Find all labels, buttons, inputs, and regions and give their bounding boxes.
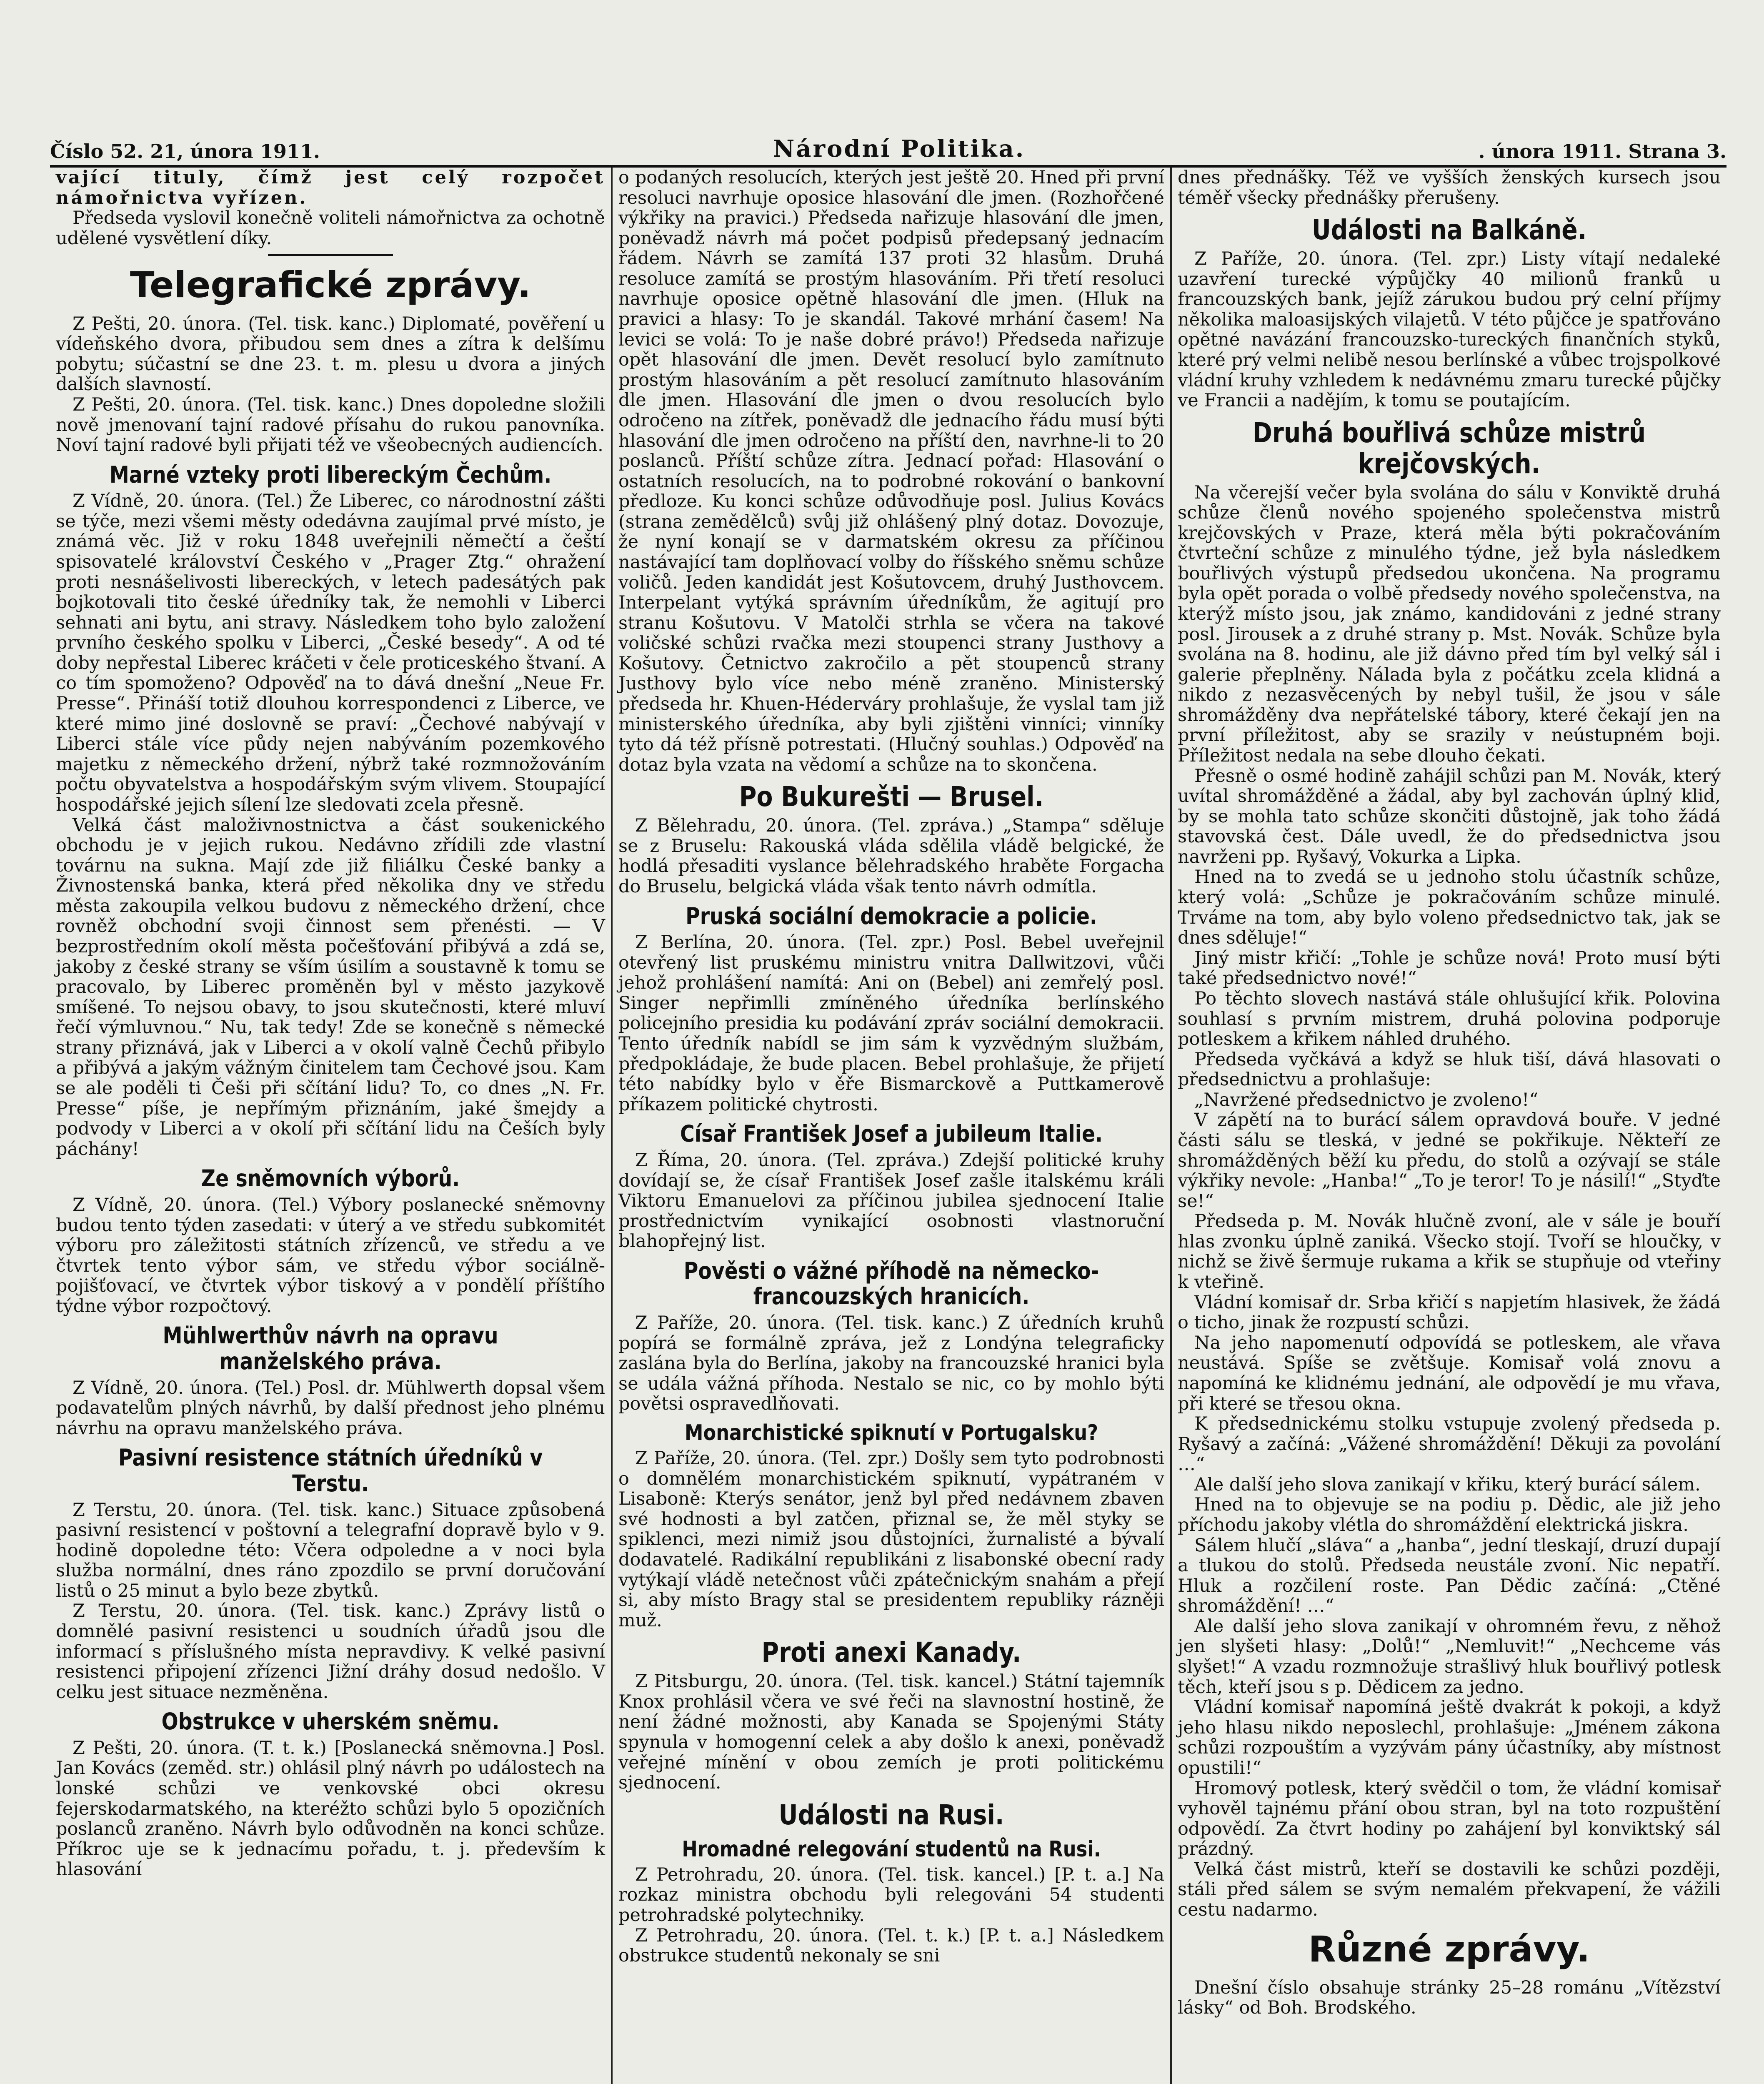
article-paragraph: Z Pitsburgu, 20. února. (Tel. tisk. kancel.) Státní tajemník Knox prohlásil včera ve své řeči na slavnostní hostině, že není žádné možnosti, aby Kanada se Spojenými Státy spynula v homogenní celek a aby došlo k anexi, poněvadž veřejné mínění v obou zemích je proti politickému sjednocení. [618, 1671, 1164, 1793]
article-paragraph: Velká část maloživnostnictva a část soukenického obchodu je v jejich rukou. Nedávno zřídili zde vlastní továrnu na sukna. Mají zde již filiálku České banky a Živnostenská banka, která před několika dny ve středu města zakoupila velkou budovu z německého držení, chce rovněž obchodní svoji činnost sem přenésti. — V bezprostředním okolí města počešťování přibývá a zdá se, jakoby z české strany se vším úsilím a soustavně k tomu se pracovalo, by Liberec proměněn byl v město jazykově smíšené. To nejsou obavy, to jsou skutečnosti, které mluví řečí výmluvnou.“ Nu, tak tedy! Zde se konečně s německé strany přiznává, jak v Liberci a v okolí valně Čechů přibylo a přibývá a jakým vážným činitelem tam Čechové jsou. Kam se ale poděli ti Češi při sčítání lidu? To, co dnes „N. Fr. Presse“ píše, je nepřímým přiznáním, jaké šmejdy a podvody v Liberci a v okolí při sčítání lidu na Češích byly páchány! [56, 814, 605, 1160]
article-paragraph: Z Petrohradu, 20. února. (Tel. t. k.) [P. t. a.] Následkem obstrukce studentů nekonaly se sni [618, 1925, 1164, 1966]
article-paragraph: Z Paříže, 20. února. (Tel. tisk. kanc.) Z úředních kruhů popírá se formálně zpráva, jež z Londýna telegraficky zaslána byla do Berlína, jakoby na francouzské hranici byla se udála vážná příhoda. Nestalo se nic, co by mohlo býti povětsi ospravedlňovati. [618, 1313, 1164, 1415]
article-headline: Mühlwerthův návrh na opravu manželského práva. [163, 1322, 498, 1375]
article-paragraph: Vládní komisař dr. Srba křičí s napjetím hlasivek, že žádá o ticho, jinak že rozpustí schůzi. [1178, 1292, 1721, 1333]
article-paragraph: Z Paříže, 20. února. (Tel. zpr.) Listy vítají nedaleké uzavření turecké výpůjčky 40 milionů franků u francouzských bank, jejíž zárukou budou prý celní příjmy několika maloasijských vilajetů. V této půjčce je spatřováno opětné navázání francouzsko-tureckých finančních styků, které prý velmi nelibě nesou berlínské a vůbec trojspolkové vládní kruhy vzhledem k nedávnému zmaru turecké půjčky ve Francii a nadějím, k tomu se poutajícím. [1178, 248, 1721, 411]
page-header [50, 125, 1726, 168]
article-paragraph: Sálem hlučí „sláva“ a „hanba“, jední tleskají, druzí dupají a tlukou do stolů. Předseda neustále zvoní. Nic nepatří. Hluk a rozčilení roste. Pan Dědic začíná: „Ctěné shromáždění! …“ [1178, 1535, 1721, 1617]
article-paragraph: vající tituly, čímž jest celý rozpočet námořnictva vyřízen. [56, 168, 605, 208]
article-paragraph: Vládní komisař napomíná ještě dvakrát k pokoji, a když jeho hlasu nikdo neposlechl, prohlašuje: „Jménem zákona schůzi rozpouštím a vyzývám pány účastníky, aby místnost opustili!“ [1178, 1697, 1721, 1778]
article-paragraph: Předseda vyslovil konečně voliteli námořnictva za ochotně udělené vysvětlení díky. [56, 208, 605, 249]
column-1 [50, 168, 611, 2084]
article-paragraph: Z Říma, 20. února. (Tel. zpráva.) Zdejší politické kruhy dovídají se, že císař František Josef zašle italskému králi Viktoru Emanuelovi za příčinou jubilea sjednocení Italie prostřednictvím vynikající osobnosti vlastnoruční blahopřejný list. [618, 1150, 1164, 1252]
article-paragraph: Jiný mistr křičí: „Tohle je schůze nová! Proto musí býti také předsednictvo nové!“ [1178, 947, 1721, 989]
article-headline: Pruská sociální demokracie a policie. [686, 902, 1097, 929]
page-number: . února 1911. Strana 3. [1478, 140, 1726, 163]
article-paragraph: Ale další jeho slova zanikají v křiku, který burácí sálem. [1194, 1474, 1701, 1495]
article-headline: Císař František Josef a jubileum Italie. [680, 1120, 1103, 1147]
article-paragraph: Z Pešti, 20. února. (Tel. tisk. kanc.) Dnes dopoledne složili nově jmenovaní tajní radové přísahu do rukou panovníka. Noví tajní radové byli přijati též ve všeobecných audiencích. [56, 394, 605, 456]
article-paragraph: Přesně o osmé hodině zahájil schůzi pan M. Novák, který uvítal shromážděné a žádal, aby byl zachován úplný klid, by se mohla tato schůze skončiti důstojně, jak toho žádá stavovská čest. Dále uvedl, že do předsednictva jsou navrženi pp. Ryšavý, Vokurka a Lipka. [1178, 765, 1721, 867]
article-paragraph: Dnešní číslo obsahuje stránky 25–28 románu „Vítězství lásky“ od Boh. Brodského. [1178, 1977, 1721, 2019]
article-paragraph: Z Bělehradu, 20. února. (Tel. zpráva.) „Stampa“ sděluje se z Bruselu: Rakouská vláda sdělila vládě belgické, že hodlá přesaditi vyslance bělehradského hraběte Forgacha do Bruselu, belgická vláda však tento návrh odmítla. [618, 815, 1164, 897]
column-3 [1172, 168, 1726, 2084]
article-paragraph: Z Pešti, 20. února. (Tel. tisk. kanc.) Diplomaté, pověření u vídeňského dvora, přibudou sem dnes a zítra k delšímu pobytu; súčastní se dne 23. t. m. plesu u dvora a jiných dalších slavností. [56, 313, 605, 395]
article-paragraph: dnes přednášky. Též ve vyšších ženských kursech jsou téměř všecky přednášky přerušeny. [1178, 168, 1721, 208]
article-paragraph: Hned na to zvedá se u jednoho stolu účastník schůze, který volá: „Schůze je pokračováním schůze minulé. Trváme na tom, aby bylo voleno předsednictvo tak, jak se dnes sděluje!“ [1178, 867, 1721, 949]
article-headline: Pověsti o vážné příhodě na německo-francouzských hranicích. [683, 1257, 1099, 1310]
article-headline: Události na Rusi. [778, 1798, 1004, 1831]
article-paragraph: Z Vídně, 20. února. (Tel.) Že Liberec, co národnostní zášti se týče, mezi všemi městy odedávna zaujímal prvé místo, je známá věc. Již v roku 1848 uveřejnili němečtí a čeští spisovatelé království Českého v „Prager Ztg.“ ohražení proti nesnášelivosti libereckých, v letech padesátých pak bojkotovali tito české úředníky tak, že nemohli v Liberci sehnati ani bytu, ani stravy. Následkem toho bylo založení prvního českého spolku v Liberci, „České besedy“. A od té doby nepřestal Liberec kráčeti v čele proticeského štvaní. A co tím spomoženo? Odpověď na to dává dnešní „Neue Fr. Presse“. Přináší totiž dlouhou korrespondenci z Liberce, ve které mimo jiné doslovně se praví: „Čechové nabývají v Liberci stále více půdy nejen nabýváním pozemkového majetku z německého držení, nýbrž také rozmnožováním počtu obyvatelstva a hospodářským svým vlivem. Stoupající hospodářské jejich sílení lze sledovati zcela přesně. [56, 491, 605, 815]
issue-info: Číslo 52. 21, února 1911. [50, 140, 320, 163]
article-paragraph: Z Paříže, 20. února. (Tel. zpr.) Došly sem tyto podrobnosti o domnělém monarchistickém spiknutí, vypátraném v Lisaboně: Kterýs senátor, jenž byl před nedávnem zbaven své hodnosti a byl zatčen, přiznal se, že měl styky se spiklenci, mezi nimiž jsou důstojníci, žurnalisté a bývalí dodavatelé. Radikální republikáni z lisabonské obecní rady vytýkají vládě netečnost vůči zpátečnickým snahám a přejí si, aby místo Bragy stal se presidentem republiky rázněji muž. [618, 1448, 1164, 1631]
column-2 [613, 168, 1170, 2084]
article-paragraph: Hromový potlesk, který svědčil o tom, že vládní komisař vyhověl tajnému přání obou stran, byl na toto rozpuštění odpovědí. Za čtvrt hodiny po zahájení byl konviktský sál prázdný. [1178, 1778, 1721, 1860]
article-paragraph: Po těchto slovech nastává stále ohlušující křik. Polovina souhlasí s prvním mistrem, druhá polovina podporuje potleskem a křikem náhled druhého. [1178, 988, 1721, 1050]
article-headline: Marné vzteky proti libereckým Čechům. [109, 461, 552, 488]
article-headline: Obstrukce v uherském sněmu. [161, 1708, 500, 1735]
section-headline-telegraf: Telegrafické zprávy. [130, 264, 531, 306]
article-paragraph: Předseda vyčkává a když se hluk tiší, dává hlasovati o předsednictvu a prohlašuje: [1178, 1049, 1721, 1090]
article-paragraph: Z Berlína, 20. února. (Tel. zpr.) Posl. Bebel uveřejnil otevřený list pruskému ministru vnitra Dallwitzovi, vůči jehož prohlášení namítá: Ani on (Bebel) ani zemřelý posl. Singer nepřimlli zmíněného úředníka berlínského policejního presidia ku podávání zpráv sociální demokracii. Tento úředník nabídl se jim sám k vyzvědným službám, předpokládaje, že bude placen. Bebel prohlašuje, že přijetí této nabídky bylo v ěře Bismarckově a Puttkamerově příkazem politické chytrosti. [618, 932, 1164, 1115]
masthead-title: Národní Politika. [773, 135, 1026, 163]
article-headline: Pasivní resistence státních úředníků v Terstu. [118, 1444, 543, 1497]
article-paragraph: K předsednickému stolku vstupuje zvolený předseda p. Ryšavý a začíná: „Vážené shromáždění! Děkuji za povolání …“ [1178, 1413, 1721, 1475]
article-paragraph: Z Terstu, 20. února. (Tel. tisk. kanc.) Zprávy listů o domnělé pasivní resistenci u soudních úřadů jsou dle informací s příslušného místa nepravdivy. K velké pasivní resistenci připojení zřízenci Jižní dráhy dosud nedošlo. V celku jest situace nezměněna. [56, 1601, 605, 1703]
article-paragraph: Na jeho napomenutí odpovídá se potleskem, ale vřava neustává. Spíše se zvětšuje. Komisař volá znovu a napomíná ke klidnému jednání, ale odpovědí je mu vřava, při které se třesou okna. [1178, 1332, 1721, 1414]
article-headline: Po Bukurešti — Brusel. [739, 781, 1044, 813]
article-paragraph: o podaných resolucích, kterých jest ještě 20. Hned při první resoluci navrhuje oposice hlasování dle jmen. (Rozhořčené výkřiky na pravici.) Předseda nařizuje hlasování dle jmen, poněvadž návrh má počet podpisů předepsaný jednacím řádem. Návrh se zamítá 137 proti 32 hlasům. Druhá resoluce zamítá se prostým hlasováním. Při třetí resoluci navrhuje oposice opětně hlasování dle jmen. (Hluk na pravici a hlasy: To je skandál. Takové mrhání časem! Na levici se volá: To je naše dobré právo!) Předseda nařizuje opět hlasování dle jmen. Devět resolucí bylo zamítnuto prostým hlasováním a pět resolucí zamítnuto hlasováním dle jmen. Hlasování dle jmen o dvou resolucích bylo odročeno na zítřek, poněvadž dle jednacího řádu musí býti hlasování dle jmen odročeno na příští den, navrhne-li to 20 poslanců. Příští schůze zítra. Jednací pořad: Hlasování o ostatních resolucích, na to podrobné rokování o bankovní předloze. Ku konci schůze odůvodňuje posl. Julius Kovács (strana zemědělců) svůj již ohlášený plný dotaz. Dovozuje, že nyní konají se v darmatském okresu za příčinou nastávající tam doplňovací volby do říšského sněmu schůze voličů. Jeden kandidát jest Košutovcem, druhý Justhovcem. Interpelant vytýká správním úředníkům, že agitují pro stranu Košutovu. V Matolči strhla se včera na takové voličské schůzi rvačka mezi stoupenci strany Justhovy a Košutovy. Četnictvo zakročilo a pět stoupenců strany Justhovy bylo více nebo méně zraněno. Ministerský předseda hr. Khuen-Héderváry prohlašuje, že vyslal tam již ministerského úředníka, aby byli zjištěni vinníci; vinníky tyto dá též přísně potrestati. (Hlučný souhlas.) Odpověď na dotaz byla vzata na vědomí a schůze na to skončena. [618, 168, 1164, 775]
article-paragraph: „Navržené předsednictvo je zvoleno!“ [1194, 1089, 1539, 1110]
article-paragraph: Z Pešti, 20. února. (T. t. k.) [Poslanecká sněmovna.] Posl. Jan Kovács (zeměd. str.) ohlásil plný návrh po událostech na lonské schůzi ve venkovské obci okresu fejerskodarmatského, na kteréžto schůzi bylo 5 opozičních poslanců zraněno. Návrh bylo odůvodněn na konci schůze. Příkroc uje se k jednacímu pořadu, t. j. především k hlasování [56, 1737, 605, 1880]
article-paragraph: Ale další jeho slova zanikají v ohromném řevu, z něhož jen slyšeti hlasy: „Dolů!“ „Nemluvit!“ „Nechceme vás slyšet!“ A vzadu rozmnožuje strašlivý hluk bouřlivý potlesk těch, kteří jsou s p. Dědicem za jedno. [1178, 1616, 1721, 1698]
article-subheadline: Hromadné relegování studentů na Rusi. [682, 1836, 1101, 1862]
article-paragraph: Předseda p. M. Novák hlučně zvoní, ale v sále je bouří hlas zvonku úplně zaniká. Všecko stojí. Tvoří se hloučky, v nichž se živě šermuje rukama a křik se stupňuje od vteřiny k vteřině. [1178, 1211, 1721, 1293]
article-headline: Proti anexi Kanady. [761, 1636, 1021, 1669]
section-headline-ruzne: Různé zprávy. [1308, 1928, 1590, 1970]
article-headline: Monarchistické spiknutí v Portugalsku? [684, 1420, 1098, 1445]
article-paragraph: Z Terstu, 20. února. (Tel. tisk. kanc.) Situace způsobená pasivní resistencí v poštovní a telegrafní dopravě bylo v 9. hodině dopoledne této: Včera odpoledne a v noci byla služba normální, dnes ráno zpozdilo se první doručování listů o 25 minut a bylo beze zbytků. [56, 1499, 605, 1601]
article-paragraph: Na včerejší večer byla svolána do sálu v Konviktě druhá schůze členů nového spojeného společenstva mistrů krejčovských v Praze, která měla býti pokračováním čtvrteční schůze z minulého týdne, jež byla následkem bouřlivých výstupů předsedou ukončena. Na programu byla opět porada o volbě předsedy nového společenstva, na kterýž místo jsou, jak známo, kandidováni z jedné strany posl. Jirousek a z druhé strany p. Mst. Novák. Schůze byla svolána na 8. hodinu, ale již dávno před tím byl velký sál i galerie přeplněny. Nálada byla z počátku zcela klidná a nikdo z nezasvěcených by nebyl tušil, že jsou v sále shromážděny dva nepřátelské tábory, které čekají jen na první příležitost, aby se srazily v neústupném boji. Příležitost nedala na sebe dlouho čekati. [1178, 482, 1721, 766]
article-paragraph: Hned na to objevuje se na podiu p. Dědic, ale již jeho příchodu jakoby vlétla do shromáždění elektrická jiskra. [1178, 1494, 1721, 1535]
article-paragraph: Velká část mistrů, kteří se dostavili ke schůzi později, stáli před sálem se svým nemalém překvapení, že vážili cestu nadarmo. [1178, 1859, 1721, 1920]
divider [268, 254, 393, 256]
article-paragraph: Z Vídně, 20. února. (Tel.) Výbory poslanecké sněmovny budou tento týden zasedati: v úterý a ve středu subkomitét výboru pro záležitosti státních zřízenců, ve středu a ve čtvrtek tento výbor sám, ve středu výbor sociálně-pojišťovací, ve čtvrtek výbor tiskový a v pondělí příštího týdne výbor rozpočtový. [56, 1194, 605, 1317]
article-paragraph: Z Vídně, 20. února. (Tel.) Posl. dr. Mühlwerth dopsal všem podavatelům plných návrhů, by další přednost jeho plnému návrhu na opravu manželského práva. [56, 1377, 605, 1439]
article-headline: Ze sněmovních výborů. [201, 1165, 460, 1192]
article-headline: Události na Balkáně. [1311, 214, 1587, 246]
article-paragraph: Z Petrohradu, 20. února. (Tel. tisk. kancel.) [P. t. a.] Na rozkaz ministra obchodu byli relegováni 54 studenti petrohradské polytechniky. [618, 1864, 1164, 1926]
columns [50, 168, 1726, 2084]
article-headline: Druhá bouřlivá schůze mistrů krejčovských. [1252, 416, 1646, 480]
article-paragraph: V zápětí na to burácí sálem opravdová bouře. V jedné části sálu se tleská, v jedné se pokřikuje. Někteří ze shromážděných běží ku předu, do stolů a ozývají se stále výkřiky nevole: „Hanba!“ „To je teror! To je násilí!“ „Styďte se!“ [1178, 1110, 1721, 1212]
